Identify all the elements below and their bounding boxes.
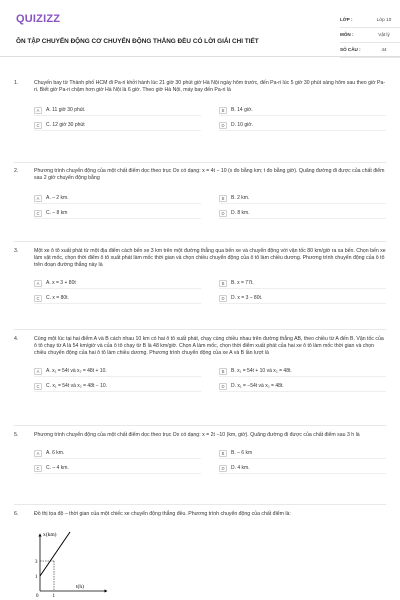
question-number: 5. [14, 432, 19, 438]
option-text: A. x₁ = 54t và x₂ = 48t + 10. [46, 368, 107, 375]
option-b[interactable] [219, 106, 386, 116]
option-c[interactable] [34, 464, 201, 474]
option-letter: D [219, 383, 227, 390]
option-text: A. 11 giờ 30 phút. [46, 107, 86, 114]
question-5 [14, 432, 386, 474]
option-c[interactable] [34, 294, 201, 304]
option-b[interactable] [219, 449, 386, 459]
option-text: A. x = 3 + 80t [46, 280, 76, 287]
option-c[interactable] [34, 209, 201, 219]
graph-y-tick: 3 [35, 560, 38, 565]
question-number: 1. [14, 80, 19, 86]
option-letter: B [219, 450, 227, 457]
option-a[interactable] [34, 449, 201, 459]
option-letter: D [219, 295, 227, 302]
option-letter: C [34, 122, 42, 129]
option-text: D. 4 km. [231, 465, 250, 472]
question-divider [14, 162, 386, 163]
option-text: D. x₁ = −54t và x₂ = 48t. [231, 383, 284, 390]
meta-class-value: Lớp 10 [376, 16, 392, 22]
option-letter: B [219, 107, 227, 114]
question-number: 6. [14, 511, 19, 517]
option-b[interactable] [219, 194, 386, 204]
option-text: C. x = 80t. [46, 295, 69, 302]
option-a[interactable] [34, 279, 201, 289]
graph-x-tick: 1 [52, 594, 55, 597]
meta-class-row [340, 13, 400, 28]
question-number: 4. [14, 336, 19, 342]
graph-y-tick: 1 [35, 575, 38, 580]
meta-subject-value: Vật lý [378, 31, 390, 37]
meta-count-value: 44 [381, 46, 387, 52]
worksheet-title: ÔN TẬP CHUYỂN ĐỘNG CƠ CHUYỂN ĐỘNG THẲNG ĐỀU CÓ LỜI GIẢI CHI TIẾT [16, 38, 259, 45]
option-letter: C [34, 383, 42, 390]
option-d[interactable] [219, 121, 386, 131]
option-letter: B [219, 368, 227, 375]
option-text: C. – 8 km [46, 210, 68, 217]
question-1 [14, 80, 386, 131]
option-text: C. 12 giờ 30 phút [46, 122, 85, 129]
worksheet-meta [340, 13, 400, 58]
option-c[interactable] [34, 121, 201, 131]
option-text: D. 10 giờ. [231, 122, 253, 129]
option-text: D. x = 3 – 80t. [231, 295, 263, 302]
position-time-graph [34, 527, 124, 597]
option-text: B. x = 77t. [231, 280, 254, 287]
option-text: A. – 2 km. [46, 195, 69, 202]
question-3 [14, 248, 386, 304]
question-divider [14, 425, 386, 426]
question-text: Cùng một lúc tại hai điểm A và B cách nhau 10 km có hai ô tô xuất phát, chạy cùng chiều nhau trên đường thẳng AB, theo chiều từ A đến B. Vận tốc của ô tô chạy từ A là 54 km/giờ và của ô tô chạy từ B là 48 km/giờ. Chọn A làm mốc, chọn thời điểm xuất phát của hai xe ô tô làm mốc thời gian và chọn chiều chuyển động của hai ô tô làm chiều dương. Phương trình chuyển động của xe A và B lần lượt là [34, 336, 384, 357]
header-divider [0, 56, 400, 57]
question-text: Đồ thị tọa độ – thời gian của một chiếc xe chuyển động thẳng đều. Phương trình chuyển động của chất điểm là: [34, 511, 291, 517]
question-divider [14, 241, 386, 242]
option-b[interactable] [219, 279, 386, 289]
option-letter: A [34, 368, 42, 375]
option-letter: D [219, 122, 227, 129]
option-d[interactable] [219, 464, 386, 474]
option-d[interactable] [219, 209, 386, 219]
graph-y-label: x(km) [43, 532, 57, 538]
option-letter: B [219, 195, 227, 202]
option-d[interactable] [219, 294, 386, 304]
option-letter: A [34, 450, 42, 457]
option-letter: B [219, 280, 227, 287]
meta-count-label: SỐ CÂU : [340, 46, 361, 52]
graph-origin: 0 [36, 594, 39, 597]
option-text: B. x₁ = 54t + 10 và x₂ = 48t. [231, 368, 292, 375]
option-a[interactable] [34, 106, 201, 116]
option-a[interactable] [34, 367, 201, 377]
graph-motion-line [40, 532, 70, 576]
option-letter: D [219, 210, 227, 217]
question-number: 3. [14, 248, 19, 254]
graph-x-label: t(h) [76, 584, 84, 590]
meta-subject-row [340, 28, 400, 43]
option-text: D. 8 km. [231, 210, 250, 217]
option-text: C. – 4 km. [46, 465, 69, 472]
question-6 [14, 511, 386, 518]
question-text: Chuyến bay từ Thành phố HCM đi Pa-ri khởi hành lúc 21 giờ 30 phút giờ Hà Nội ngày hôm trước, đến Pa-ri lúc 5 giờ 30 phút sáng hôm sau theo giờ Pa-ri. Biết giờ Pa-ri chậm hơn giờ Hà Nội là 6 giờ. Theo giờ Hà Nội, máy bay đến Pa-ri là [34, 80, 386, 94]
option-letter: A [34, 280, 42, 287]
question-number: 2. [14, 168, 19, 174]
question-text: Phương trình chuyển động của một chất điểm dọc theo trục Ox có dạng: x = 2t −10 (km, giờ). Quãng đường đi được của chất điểm sau 3 h là [34, 432, 360, 438]
question-divider [14, 329, 386, 330]
option-d[interactable] [219, 382, 386, 392]
option-text: B. 2 km. [231, 195, 250, 202]
option-text: A. 6 km. [46, 450, 65, 457]
meta-class-label: LỚP : [340, 16, 353, 22]
option-c[interactable] [34, 382, 201, 392]
option-letter: D [219, 465, 227, 472]
option-b[interactable] [219, 367, 386, 377]
option-letter: C [34, 465, 42, 472]
option-a[interactable] [34, 194, 201, 204]
option-letter: A [34, 195, 42, 202]
question-divider [14, 504, 386, 505]
option-letter: C [34, 210, 42, 217]
quizizz-logo: QUIZIZZ [16, 13, 61, 25]
question-4 [14, 336, 386, 392]
question-2 [14, 168, 386, 219]
worksheet-header [14, 12, 392, 62]
option-letter: C [34, 295, 42, 302]
option-text: B. – 6 km [231, 450, 253, 457]
meta-subject-label: MÔN : [340, 31, 354, 37]
question-text: Phương trình chuyển động của một chất điểm dọc theo trục Ox có dạng: x = 4t − 10 (x đo bằng km; t đo bằng giờ). Quãng đường đi được của chất điểm sau 2 giờ chuyển động bằng [34, 168, 385, 182]
option-letter: A [34, 107, 42, 114]
option-text: B. 14 giờ. [231, 107, 253, 114]
option-text: C. x₁ = 54t và x₂ = 48t − 10. [46, 383, 108, 390]
question-text: Một xe ô tô xuất phát từ một địa điểm cách bến xe 3 km trên một đường thẳng qua bến xe và chuyển động với vận tốc 80 km/giờ ra xa bến. Chọn bến xe làm vật mốc, chọn thời điểm ô tô xuất phát làm mốc thời gian và chọn chiều chuyển động của ô tô làm chiều dương. Phương trình chuyển động của ô tô trên đoạn đường thẳng này là [34, 248, 386, 269]
